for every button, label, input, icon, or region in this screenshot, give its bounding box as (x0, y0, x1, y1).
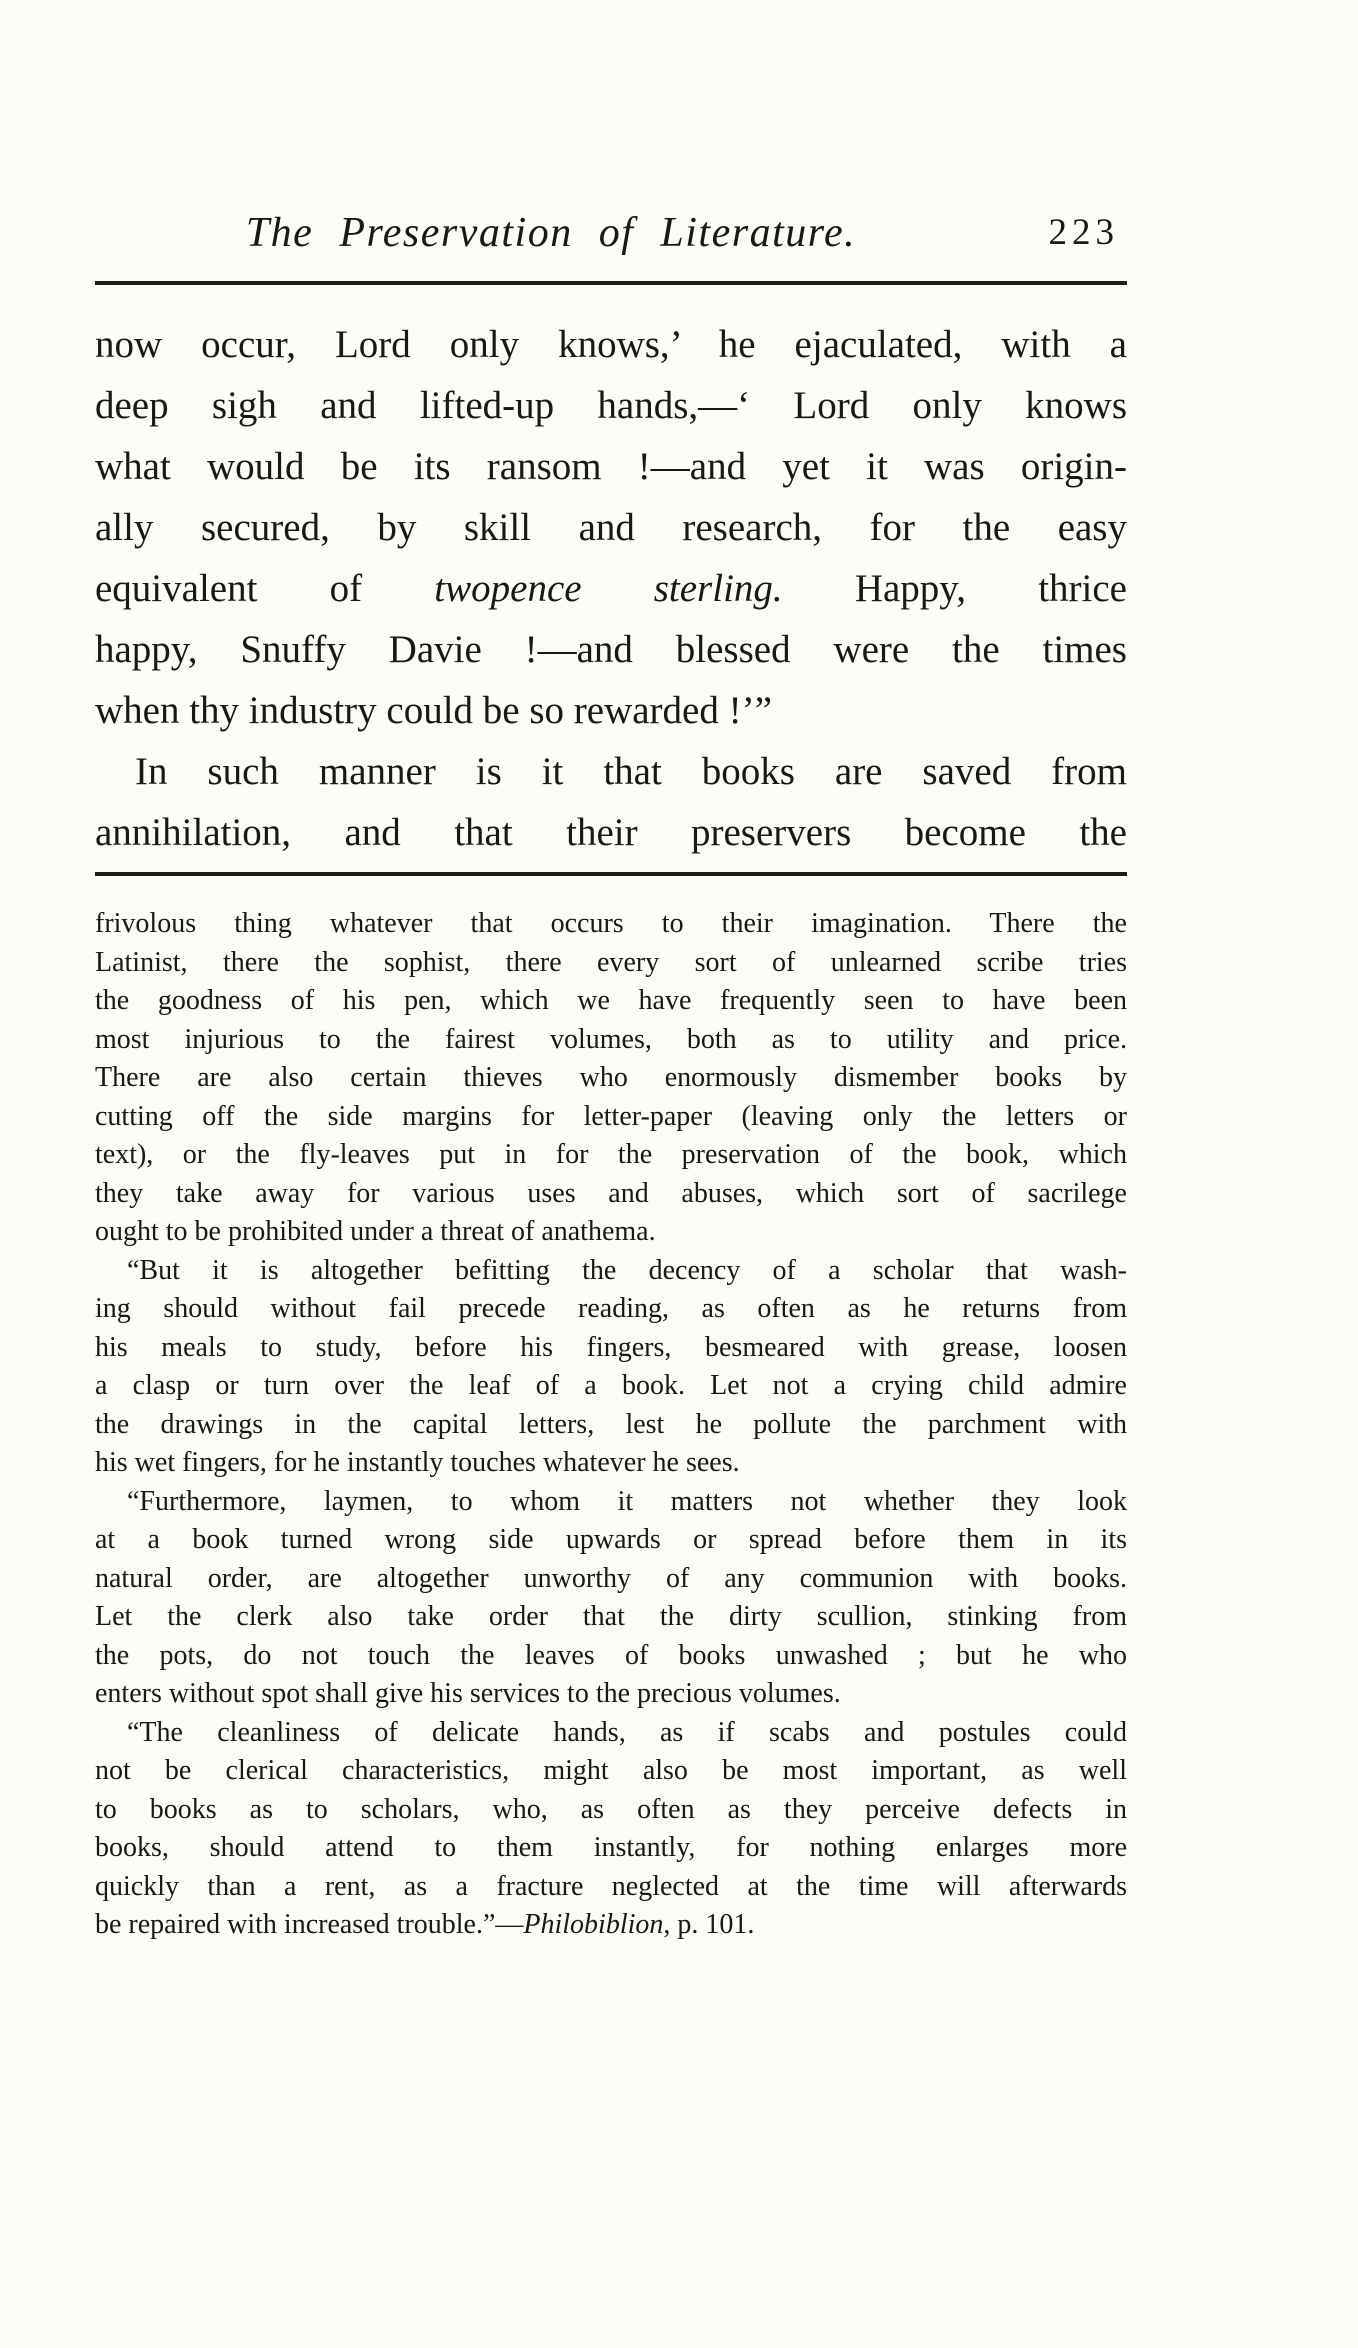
text-line (95, 314, 1127, 375)
text-segment: what would be its ransom !—and yet it was origin- (95, 445, 1127, 488)
text-segment: they take away for various uses and abuses, which sort of sacrilege (95, 1177, 1127, 1209)
text-segment: “But it is altogether befitting the decency of a scholar that wash- (127, 1254, 1127, 1286)
text-line (95, 1021, 1127, 1060)
text-line (95, 1637, 1127, 1676)
text-line (95, 1560, 1127, 1599)
text-segment: ought to be prohibited under a threat of anathema. (95, 1216, 656, 1247)
text-segment: equivalent of (95, 567, 435, 610)
text-segment: , p. 101. (663, 1909, 755, 1940)
text-line (95, 1752, 1127, 1791)
text-segment: be repaired with increased trouble.”— (95, 1909, 524, 1940)
text-segment: a clasp or turn over the leaf of a book. Let not a crying child admire (95, 1370, 1127, 1401)
text-line (95, 1675, 1127, 1714)
text-segment: the goodness of his pen, which we have frequently seen to have been (95, 985, 1127, 1016)
text-line (95, 619, 1127, 680)
text-line (95, 558, 1127, 619)
footnote-block (95, 905, 1127, 1945)
text-segment: Let the clerk also take order that the dirty scullion, stinking from (95, 1601, 1127, 1632)
text-line (95, 905, 1127, 944)
text-segment: not be clerical characteristics, might also be most important, as well (95, 1755, 1127, 1786)
text-segment: Latinist, there the sophist, there every sort of unlearned scribe tries (95, 946, 1127, 978)
text-line (95, 1290, 1127, 1329)
text-segment: annihilation, and that their preservers become the (95, 811, 1127, 854)
text-line (95, 1136, 1127, 1175)
text-line (95, 802, 1127, 863)
text-line (95, 375, 1127, 436)
footnote-separator-rule (95, 872, 1127, 876)
page-number: 223 (1048, 212, 1119, 253)
text-segment: cutting off the side margins for letter-paper (leaving only the letters or (95, 1100, 1127, 1132)
text-segment: to books as to scholars, who, as often as they perceive defects in (95, 1793, 1127, 1825)
text-segment: the pots, do not touch the leaves of books unwashed ; but he who (95, 1639, 1127, 1671)
text-segment: natural order, are altogether unworthy of any communion with books. (95, 1562, 1127, 1594)
text-segment: his meals to study, before his fingers, besmeared with grease, loosen (95, 1331, 1127, 1363)
text-segment: when thy industry could be so rewarded !’” (95, 689, 772, 732)
text-line (95, 741, 1127, 802)
text-segment: at a book turned wrong side upwards or spread before them in its (95, 1524, 1127, 1555)
text-line (95, 1098, 1127, 1137)
text-line (95, 1444, 1127, 1483)
text-line (95, 436, 1127, 497)
running-header-title: The Preservation of Literature. (245, 210, 857, 256)
text-segment: his wet fingers, for he instantly touches whatever he sees. (95, 1447, 740, 1478)
text-line (95, 1521, 1127, 1560)
text-line (95, 1714, 1127, 1753)
text-line (95, 982, 1127, 1021)
text-segment: Happy, thrice (782, 567, 1127, 610)
text-segment: most injurious to the fairest volumes, both as to utility and price. (95, 1023, 1127, 1055)
text-segment: happy, Snuffy Davie !—and blessed were the times (95, 628, 1127, 671)
text-line (95, 1252, 1127, 1291)
text-segment: now occur, Lord only knows,’ he ejaculated, with a (95, 323, 1127, 366)
text-line (95, 1906, 1127, 1945)
text-line (95, 1406, 1127, 1445)
text-line (95, 1868, 1127, 1907)
text-segment: enters without spot shall give his services to the precious volumes. (95, 1678, 841, 1709)
text-line (95, 1483, 1127, 1522)
text-segment: “Furthermore, laymen, to whom it matters not whether they look (127, 1485, 1127, 1517)
header-rule (95, 281, 1127, 285)
text-line (95, 944, 1127, 983)
text-segment: frivolous thing whatever that occurs to their imagination. There the (95, 908, 1127, 939)
text-segment: In such manner is it that books are saved from (135, 750, 1127, 793)
text-segment: quickly than a rent, as a fracture neglected at the time will afterwards (95, 1870, 1127, 1902)
text-segment: deep sigh and lifted-up hands,—‘ Lord only knows (95, 384, 1127, 427)
text-segment: ing should without fail precede reading, as often as he returns from (95, 1293, 1127, 1324)
text-segment: ally secured, by skill and research, for the easy (95, 506, 1127, 549)
italic-text-segment: twopence sterling. (434, 567, 783, 610)
text-segment: text), or the fly-leaves put in for the preservation of the book, which (95, 1139, 1127, 1170)
text-line (95, 1329, 1127, 1368)
text-line (95, 1367, 1127, 1406)
text-segment: books, should attend to them instantly, for nothing enlarges more (95, 1832, 1127, 1863)
text-line (95, 1059, 1127, 1098)
running-header (95, 196, 1127, 270)
text-segment: “The cleanliness of delicate hands, as if scabs and postules could (127, 1716, 1127, 1748)
text-line (95, 497, 1127, 558)
text-segment: the drawings in the capital letters, lest he pollute the parchment with (95, 1408, 1127, 1440)
text-line (95, 1213, 1127, 1252)
main-text-block (95, 314, 1127, 863)
text-segment: There are also certain thieves who enormously dismember books by (95, 1062, 1127, 1093)
text-line (95, 1175, 1127, 1214)
text-line (95, 1791, 1127, 1830)
text-line (95, 680, 1127, 741)
text-line (95, 1598, 1127, 1637)
text-line (95, 1829, 1127, 1868)
italic-text-segment: Philobiblion (523, 1909, 664, 1940)
